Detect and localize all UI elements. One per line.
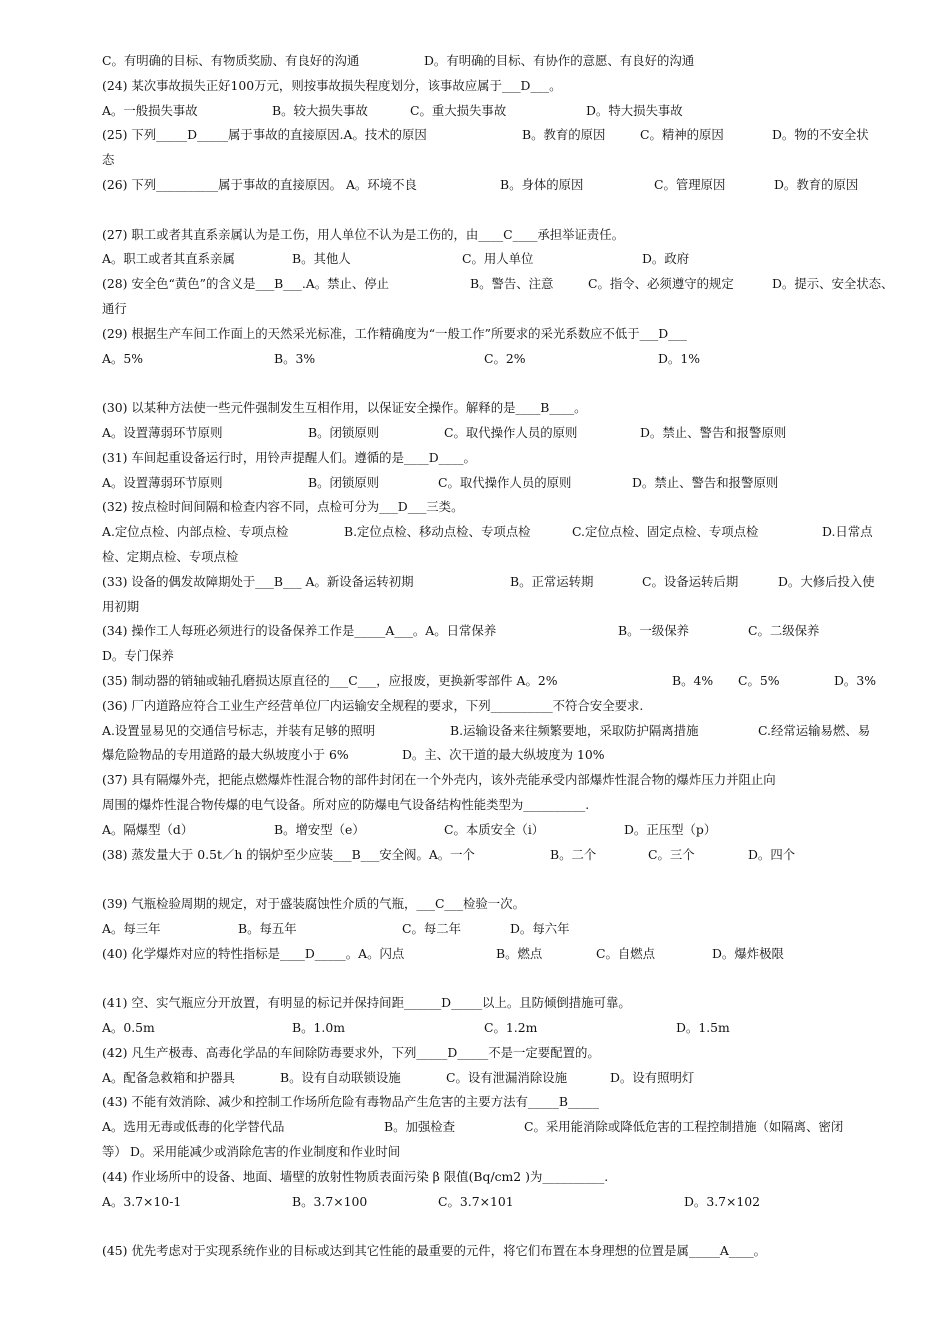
text-segment: B。二个 — [550, 846, 597, 862]
text-segment: B。设有自动联锁设施 — [280, 1069, 401, 1085]
text-line — [102, 347, 902, 372]
text-segment: 通行 — [102, 300, 127, 316]
text-segment: B。正常运转期 — [510, 573, 594, 589]
text-line — [102, 446, 902, 471]
text-line — [102, 991, 902, 1016]
text-segment: B.定位点检、移动点检、专项点检 — [344, 524, 531, 540]
text-segment: B。3.7×100 — [292, 1193, 368, 1209]
text-line — [102, 1066, 902, 1091]
text-segment: C。3.7×101 — [438, 1193, 514, 1209]
text-line — [102, 123, 902, 148]
text-segment: (37) 具有隔爆外壳，把能点燃爆炸性混合物的部件封闭在一个外壳内，该外壳能承受内部爆炸性混合物的爆炸压力并阻止向 — [102, 772, 776, 788]
text-segment: 爆危险物品的专用道路的最大纵坡度小于 6% — [102, 747, 349, 763]
text-segment: A。设置薄弱环节原则 — [102, 474, 223, 490]
text-segment: (41) 空、实气瓶应分开放置，有明显的标记并保持间距______D_____以上。且防倾倒措施可靠。 — [102, 995, 631, 1011]
text-segment: C。用人单位 — [462, 251, 534, 267]
text-segment: C。2% — [484, 350, 526, 366]
text-line — [102, 669, 902, 694]
text-segment: (27) 职工或者其直系亲属认为是工伤，用人单位不认为是工伤的，由____C____承担举证责任。 — [102, 226, 625, 242]
text-segment: B。其他人 — [292, 251, 351, 267]
text-segment: D。采用能减少或消除危害的作业制度和作业时间 — [130, 1144, 401, 1160]
text-segment: C。二级保养 — [748, 623, 820, 639]
text-segment: D。政府 — [642, 251, 690, 267]
text-segment: (33) 设备的偶发故障期处于___B___ A。新设备运转初期 — [102, 573, 414, 589]
text-segment: D。1% — [658, 350, 700, 366]
text-segment: C。本质安全（i） — [444, 821, 545, 837]
blank-line — [102, 867, 902, 892]
text-line — [102, 570, 902, 595]
text-segment: A。设置薄弱环节原则 — [102, 424, 223, 440]
text-line — [102, 223, 902, 248]
text-segment: 检、定期点检、专项点检 — [102, 548, 239, 564]
text-segment: A。隔爆型（d） — [102, 821, 194, 837]
text-line — [102, 74, 902, 99]
text-segment: A。每三年 — [102, 920, 161, 936]
text-line — [102, 917, 902, 942]
text-segment: (28) 安全色“黄色”的含义是___B___.A。禁止、停止 — [102, 276, 390, 292]
text-segment: D。有明确的目标、有协作的意愿、有良好的沟通 — [424, 53, 695, 68]
text-segment: C。有明确的目标、有物质奖励、有良好的沟通 — [102, 53, 360, 68]
text-segment: 用初期 — [102, 598, 140, 614]
blank-line — [102, 1214, 902, 1239]
text-line — [102, 743, 902, 768]
text-segment: B。教育的原因 — [522, 127, 606, 143]
text-segment: A.设置显易见的交通信号标志，并装有足够的照明 — [102, 722, 376, 738]
text-segment: (40) 化学爆炸对应的特性指标是____D_____。A。闪点 — [102, 945, 405, 961]
text-segment: B。身体的原因 — [500, 176, 584, 192]
text-line — [102, 1016, 902, 1041]
text-line — [102, 148, 902, 173]
text-segment: 等） — [102, 1144, 127, 1160]
text-line — [102, 793, 902, 818]
text-segment: C。重大损失事故 — [410, 102, 507, 118]
text-line — [102, 1165, 902, 1190]
text-line — [102, 595, 902, 620]
text-segment: (26) 下列__________属于事故的直接原因。 A。环境不良 — [102, 176, 417, 192]
text-segment: (44) 作业场所中的设备、地面、墙壁的放射性物质表面污染 β 限值(Bq/cm2 )为__________. — [102, 1168, 609, 1184]
text-line — [102, 495, 902, 520]
text-segment: D。物的不安全状 — [772, 127, 869, 143]
text-segment: C。三个 — [648, 846, 695, 862]
text-segment: B。增安型（e） — [274, 821, 365, 837]
text-line — [102, 545, 902, 570]
document-page — [102, 49, 902, 1264]
text-segment: (31) 车间起重设备运行时，用铃声提醒人们。遵循的是____D____。 — [102, 449, 476, 465]
text-line — [102, 1090, 902, 1115]
text-segment: C.经常运输易燃、易 — [758, 722, 871, 738]
blank-line — [102, 371, 902, 396]
blank-line — [102, 198, 902, 223]
text-segment: B.运输设备来往频繁要地，采取防护隔离措施 — [450, 722, 699, 738]
text-segment: (24) 某次事故损失正好100万元，则按事故损失程度划分，该事故应属于___D___。 — [102, 77, 562, 93]
text-segment: D。正压型（p） — [624, 821, 717, 837]
text-segment: B。燃点 — [496, 945, 543, 961]
text-segment: D。专门保养 — [102, 648, 174, 664]
text-line — [102, 818, 902, 843]
text-segment: (34) 操作工人每班必须进行的设备保养工作是_____A___。A。日常保养 — [102, 623, 497, 639]
text-line — [102, 1239, 902, 1264]
text-line — [102, 99, 902, 124]
text-segment: B。1.0m — [292, 1020, 345, 1036]
text-line — [102, 322, 902, 347]
text-segment: (36) 厂内道路应符合工业生产经营单位厂内运输安全规程的要求，下列__________不符合安全要求. — [102, 697, 644, 713]
text-line — [102, 1140, 902, 1165]
text-segment: C。采用能消除或降低危害的工程控制措施（如隔离、密闭 — [524, 1119, 844, 1135]
text-segment: D。1.5m — [676, 1020, 730, 1036]
text-line — [102, 942, 902, 967]
text-line — [102, 471, 902, 496]
text-segment: (42) 凡生产极毒、高毒化学品的车间除防毒要求外，下列_____D_____不是一定要配置的。 — [102, 1044, 600, 1060]
text-segment: A。职工或者其直系亲属 — [102, 251, 235, 267]
text-segment: C。设有泄漏消除设施 — [446, 1069, 567, 1085]
text-segment: D。设有照明灯 — [610, 1069, 695, 1085]
text-segment: A。选用无毒或低毒的化学替代品 — [102, 1119, 285, 1135]
text-segment: (35) 制动器的销轴或轴孔磨损达原直径的___C___，应报废，更换新零部件 A。2% — [102, 672, 558, 688]
text-line — [102, 1190, 902, 1215]
text-segment: A。3.7×10-1 — [102, 1193, 182, 1209]
text-line — [102, 173, 902, 198]
text-segment: C。精神的原因 — [640, 127, 724, 143]
text-segment: D。每六年 — [510, 920, 570, 936]
text-segment: D。提示、安全状态、 — [772, 276, 894, 292]
text-segment: B。一级保养 — [618, 623, 690, 639]
text-segment: B。加强检查 — [384, 1119, 456, 1135]
text-segment: B。闭锁原则 — [308, 474, 380, 490]
text-segment: B。警告、注意 — [470, 276, 554, 292]
text-segment: D.日常点 — [822, 524, 873, 540]
text-segment: B。每五年 — [238, 920, 297, 936]
text-line — [102, 843, 902, 868]
text-segment: A。一般损失事故 — [102, 102, 198, 118]
text-segment: 周围的爆炸性混合物传爆的电气设备。所对应的防爆电气设备结构性能类型为__________. — [102, 796, 590, 812]
text-segment: (39) 气瓶检验周期的规定，对于盛装腐蚀性介质的气瓶，___C___检验一次。 — [102, 896, 525, 912]
text-segment: D。特大损失事故 — [586, 102, 683, 118]
text-segment: D。3% — [834, 672, 876, 688]
text-line — [102, 49, 902, 74]
text-segment: (32) 按点检时间间隔和检查内容不同，点检可分为___D___三类。 — [102, 499, 464, 515]
text-segment: B。较大损失事故 — [272, 102, 368, 118]
text-segment: D。爆炸极限 — [712, 945, 784, 961]
text-segment: C。1.2m — [484, 1020, 538, 1036]
text-segment: D。禁止、警告和报警原则 — [632, 474, 779, 490]
text-line — [102, 768, 902, 793]
blank-line — [102, 966, 902, 991]
text-segment: (45) 优先考虑对于实现系统作业的目标或达到其它性能的最重要的元件，将它们布置在本身理想的位置是属_____A____。 — [102, 1243, 767, 1259]
text-segment: A。0.5m — [102, 1020, 155, 1036]
text-segment: (43) 不能有效消除、减少和控制工作场所危险有毒物品产生危害的主要方法有_____B_____ — [102, 1094, 599, 1110]
text-segment: (29) 根据生产车间工作面上的天然采光标准，工作精确度为“一般工作”所要求的采光系数应不低于___D___ — [102, 325, 687, 341]
text-segment: A。配备急救箱和护器具 — [102, 1069, 235, 1085]
text-segment: (25) 下列_____D_____属于事故的直接原因.A。技术的原因 — [102, 127, 427, 143]
text-line — [102, 247, 902, 272]
text-segment: A.定位点检、内部点检、专项点检 — [102, 524, 289, 540]
text-line — [102, 719, 902, 744]
text-line — [102, 520, 902, 545]
text-segment: D。禁止、警告和报警原则 — [640, 424, 787, 440]
text-segment: D。教育的原因 — [774, 176, 859, 192]
text-segment: C。指令、必须遵守的规定 — [588, 276, 734, 292]
text-segment: C。设备运转后期 — [642, 573, 739, 589]
text-line — [102, 694, 902, 719]
text-line — [102, 1041, 902, 1066]
text-segment: D。3.7×102 — [684, 1193, 761, 1209]
text-segment: C.定位点检、固定点检、专项点检 — [572, 524, 759, 540]
text-line — [102, 1115, 902, 1140]
text-line — [102, 644, 902, 669]
text-segment: D。主、次干道的最大纵坡度为 10% — [402, 747, 605, 763]
text-line — [102, 396, 902, 421]
text-segment: C。取代操作人员的原则 — [438, 474, 572, 490]
text-line — [102, 619, 902, 644]
text-segment: C。5% — [738, 672, 780, 688]
text-segment: C。管理原因 — [654, 176, 726, 192]
text-segment: B。4% — [672, 672, 714, 688]
text-segment: C。每二年 — [402, 920, 462, 936]
text-line — [102, 892, 902, 917]
text-segment: (38) 蒸发量大于 0.5t／h 的锅炉至少应装___B___安全阀。A。一个 — [102, 846, 475, 862]
text-segment: D。四个 — [748, 846, 796, 862]
text-segment: B。闭锁原则 — [308, 424, 380, 440]
text-line — [102, 297, 902, 322]
text-segment: D。大修后投入使 — [778, 573, 875, 589]
text-segment: A。5% — [102, 350, 143, 366]
text-line — [102, 272, 902, 297]
text-segment: (30) 以某种方法使一些元件强制发生互相作用，以保证安全操作。解释的是____B____。 — [102, 400, 587, 416]
text-segment: B。3% — [274, 350, 316, 366]
text-segment: C。自燃点 — [596, 945, 656, 961]
text-segment: C。取代操作人员的原则 — [444, 424, 578, 440]
text-line — [102, 421, 902, 446]
text-segment: 态 — [102, 152, 115, 168]
